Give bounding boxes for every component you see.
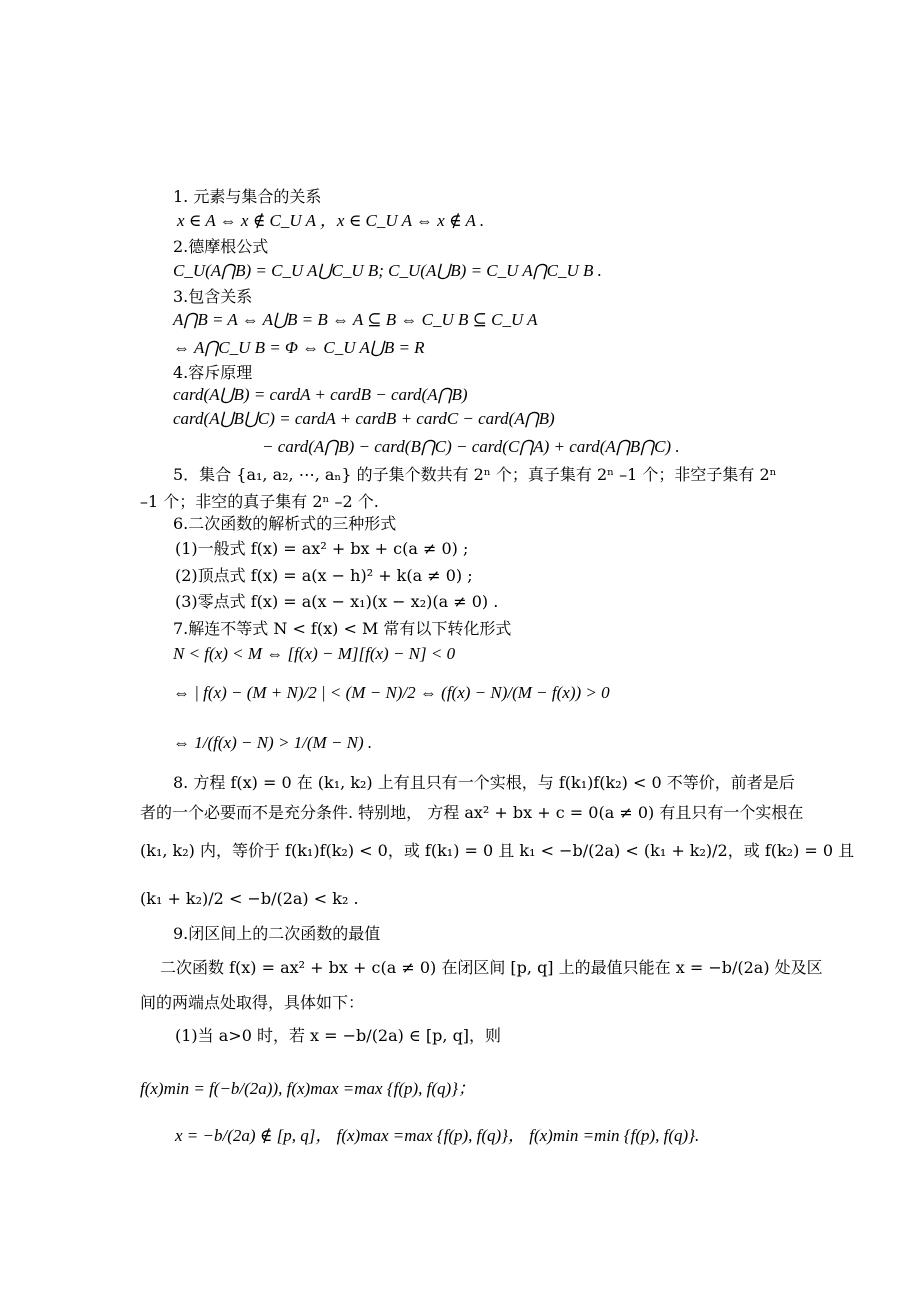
formula-line: ⇔ | f(x) − (M + N)/2 | < (M − N)/2 ⇔ (f(x) − N)/(M − f(x)) > 0	[173, 683, 610, 702]
text-line: 者的一个必要而不是充分条件. 特别地， 方程 ax² + bx + c = 0(a ≠ 0) 有且只有一个实根在	[140, 803, 804, 822]
section-heading: 3.包含关系	[173, 287, 253, 306]
text-line: (k₁, k₂) 内，等价于 f(k₁)f(k₂) < 0，或 f(k₁) = 0 且 k₁ < −b/(2a) < (k₁ + k₂)/2，或 f(k₂) = 0 且	[140, 841, 855, 860]
formula-line: ⇔ 1/(f(x) − N) > 1/(M − N) .	[173, 733, 373, 752]
section-heading: 7.解连不等式 N < f(x) < M 常有以下转化形式	[173, 619, 512, 638]
formula-line: A⋂B = A ⇔ A⋃B = B ⇔ A ⊆ B ⇔ C_U B ⊆ C_U A	[173, 310, 538, 329]
formula-line: ⇔ A⋂C_U B = Φ ⇔ C_U A⋃B = R	[173, 338, 425, 357]
text-line: (k₁ + k₂)/2 < −b/(2a) < k₂ .	[140, 889, 359, 908]
text-line: 二次函数 f(x) = ax² + bx + c(a ≠ 0) 在闭区间 [p, q] 上的最值只能在 x = −b/(2a) 处及区	[160, 958, 823, 977]
text-line: –1 个；非空的真子集有 2ⁿ –2 个.	[140, 492, 379, 511]
formula-line: card(A⋃B⋃C) = cardA + cardB + cardC − card(A⋂B)	[173, 409, 555, 428]
formula-line: N < f(x) < M ⇔ [f(x) − M][f(x) − N] < 0	[173, 644, 456, 663]
section-heading: 8. 方程 f(x) = 0 在 (k₁, k₂) 上有且只有一个实根，与 f(k₁)f(k₂) < 0 不等价，前者是后	[173, 773, 795, 792]
section-heading: 1. 元素与集合的关系	[173, 187, 322, 206]
section-heading: 5．集合 {a₁, a₂, ⋯, aₙ} 的子集个数共有 2ⁿ 个；真子集有 2ⁿ –1 个；非空子集有 2ⁿ	[173, 465, 777, 484]
section-heading: 2.德摩根公式	[173, 237, 269, 256]
section-heading: 9.闭区间上的二次函数的最值	[173, 924, 381, 943]
formula-line: (2)顶点式 f(x) = a(x − h)² + k(a ≠ 0) ;	[175, 566, 473, 585]
section-heading: 4.容斥原理	[173, 363, 253, 382]
formula-line: f(x)min = f(−b/(2a)), f(x)max =max {f(p), f(q)}；	[140, 1079, 476, 1098]
formula-line: x ∈ A ⇔ x ∉ C_U A ，x ∈ C_U A ⇔ x ∉ A .	[177, 211, 485, 230]
text-line: 间的两端点处取得，具体如下：	[140, 993, 365, 1012]
text-line: (1)当 a>0 时，若 x = −b/(2a) ∈ [p, q]，则	[175, 1026, 502, 1045]
section-heading: 6.二次函数的解析式的三种形式	[173, 514, 397, 533]
formula-line: C_U(A⋂B) = C_U A⋃C_U B; C_U(A⋃B) = C_U A⋂C_U B .	[173, 261, 602, 280]
formula-line: − card(A⋂B) − card(B⋂C) − card(C⋂A) + card(A⋂B⋂C) .	[262, 437, 680, 456]
formula-line: (1)一般式 f(x) = ax² + bx + c(a ≠ 0) ;	[175, 539, 469, 558]
formula-line: (3)零点式 f(x) = a(x − x₁)(x − x₂)(a ≠ 0) .	[175, 592, 499, 611]
formula-line: x = −b/(2a) ∉ [p, q]， f(x)max =max {f(p), f(q)}， f(x)min =min {f(p), f(q)}.	[175, 1126, 700, 1145]
formula-line: card(A⋃B) = cardA + cardB − card(A⋂B)	[173, 385, 468, 404]
